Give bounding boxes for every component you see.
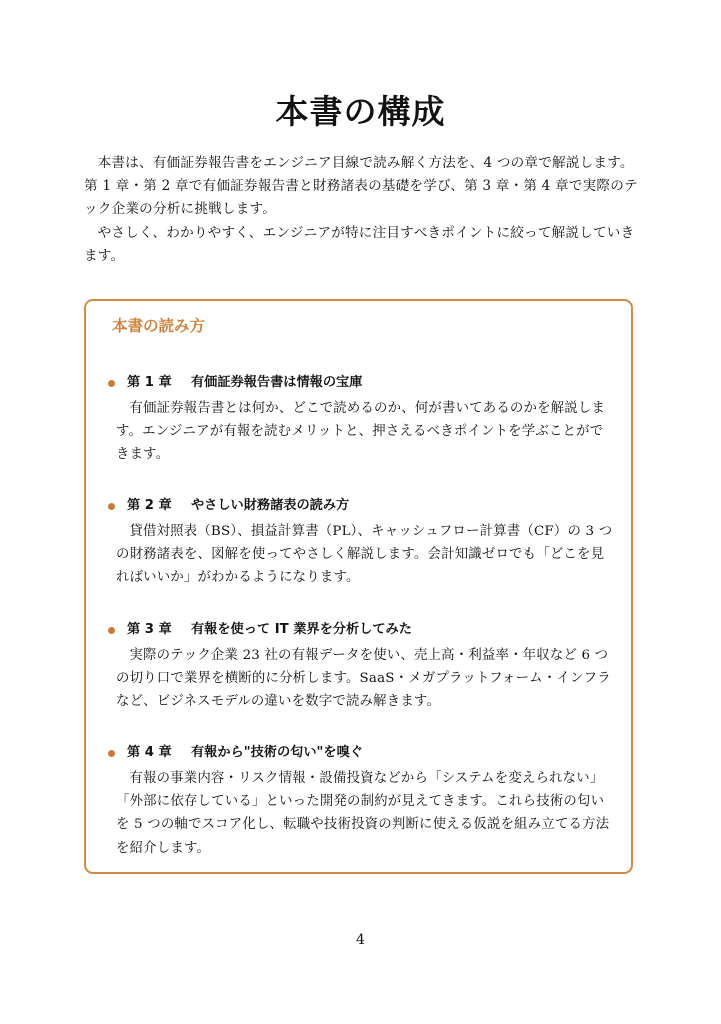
page-title: 本書の構成 — [275, 92, 446, 132]
page-number: 4 — [356, 932, 365, 948]
chapter-description: 実際のテック企業 23 社の有報データを使い、売上高・利益率・年収など 6 つの切り口で業界を横断的に分析します。SaaS・メガプラットフォーム・インフラなど、ビジネスモデルの違いを数字で読み解きます。 — [116, 648, 611, 710]
chapter-title: 有価証券報告書は情報の宝庫 — [191, 375, 363, 390]
chapter-description: 貸借対照表（BS）、損益計算書（PL）、キャッシュフロー計算書（CF）の 3 つの財務諸表を、図解を使ってやさしく解説します。会計知識ゼロでも「どこを見ればいいか」がわかるようになります。 — [116, 524, 613, 586]
chapter-label: 第 3 章 — [127, 622, 172, 637]
chapter-item — [108, 495, 613, 590]
bullet-dot-icon — [108, 380, 115, 387]
intro-text — [84, 152, 640, 268]
chapter-title: 有報から"技術の匂い"を嗅ぐ — [191, 745, 363, 760]
chapter-heading — [108, 372, 613, 394]
chapter-description: 有価証券報告書とは何か、どこで読めるのか、何が書いてあるのかを解説します。エンジニアが有報を読むメリットと、押さえるべきポイントを学ぶことができます。 — [116, 401, 606, 463]
chapter-description: 有報の事業内容・リスク情報・設備投資などから「システムを変えられない」「外部に依存している」といった開発の制約が見えてきます。これら技術の匂いを 5 つの軸でスコア化し、転職や技術投資の判断に使える仮説を組み立てる方法を紹介します。 — [116, 771, 610, 856]
bullet-dot-icon — [108, 627, 115, 634]
chapter-item — [108, 742, 613, 860]
chapter-label: 第 1 章 — [127, 375, 172, 390]
chapter-item — [108, 372, 613, 467]
chapter-label: 第 4 章 — [127, 745, 172, 760]
chapter-heading — [108, 742, 613, 764]
chapter-title: 有報を使って IT 業界を分析してみた — [191, 622, 412, 637]
intro-paragraph: やさしく、わかりやすく、エンジニアが特に注目すべきポイントに絞って解説していきます。 — [84, 224, 635, 264]
reading-guide-title: 本書の読み方 — [112, 317, 206, 335]
chapter-heading — [108, 495, 613, 517]
chapter-label: 第 2 章 — [127, 498, 172, 513]
reading-guide-box — [84, 299, 633, 874]
bullet-dot-icon — [108, 503, 115, 510]
intro-paragraph: 本書は、有価証券報告書をエンジニア目線で読み解く方法を、4 つの章で解説します。第 1 章・第 2 章で有価証券報告書と財務諸表の基礎を学び、第 3 章・第 4 章で実際のテック企業の分析に挑戦します。 — [84, 155, 638, 218]
chapter-heading — [108, 619, 613, 641]
chapter-title: やさしい財務諸表の読み方 — [191, 498, 350, 513]
bullet-dot-icon — [108, 750, 115, 757]
chapter-item — [108, 619, 613, 714]
